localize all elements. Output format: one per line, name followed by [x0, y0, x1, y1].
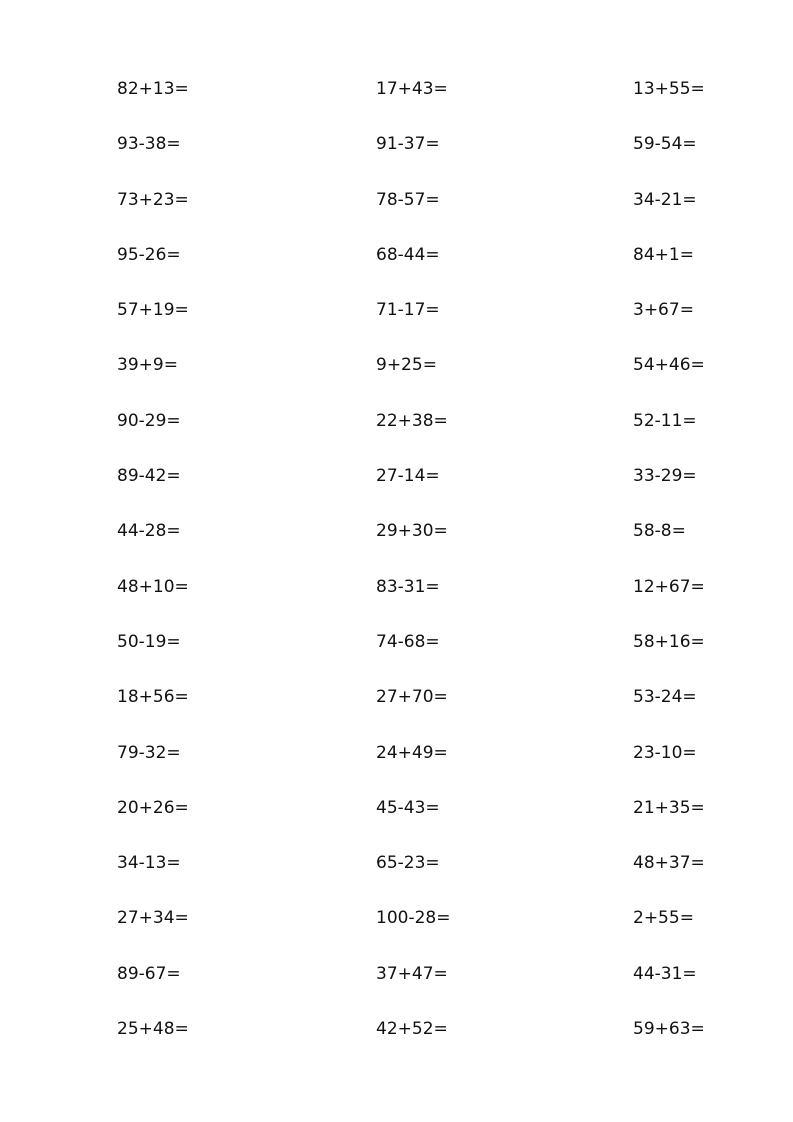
arithmetic-problem: 100-28=: [376, 908, 451, 929]
arithmetic-problem: 39+9=: [117, 355, 178, 376]
arithmetic-problem: 73+23=: [117, 189, 189, 210]
arithmetic-problem: 23-10=: [633, 742, 697, 763]
arithmetic-problem: 74-68=: [376, 631, 440, 652]
arithmetic-problem: 65-23=: [376, 853, 440, 874]
arithmetic-problem: 12+67=: [633, 576, 705, 597]
arithmetic-problem: 78-57=: [376, 189, 440, 210]
arithmetic-problem: 3+67=: [633, 300, 694, 321]
arithmetic-problem: 48+37=: [633, 853, 705, 874]
arithmetic-problem: 91-37=: [376, 134, 440, 155]
arithmetic-problem: 53-24=: [633, 687, 697, 708]
arithmetic-problem: 27+34=: [117, 908, 189, 929]
arithmetic-problem: 37+47=: [376, 963, 448, 984]
arithmetic-problem: 68-44=: [376, 244, 440, 265]
arithmetic-problem: 48+10=: [117, 576, 189, 597]
arithmetic-problem: 44-31=: [633, 963, 697, 984]
arithmetic-problem: 27-14=: [376, 466, 440, 487]
arithmetic-problem: 89-67=: [117, 963, 181, 984]
arithmetic-problem: 25+48=: [117, 1019, 189, 1040]
arithmetic-problem: 71-17=: [376, 300, 440, 321]
arithmetic-problem: 59+63=: [633, 1019, 705, 1040]
arithmetic-problem: 83-31=: [376, 576, 440, 597]
arithmetic-problem: 93-38=: [117, 134, 181, 155]
arithmetic-problem: 27+70=: [376, 687, 448, 708]
arithmetic-problem: 22+38=: [376, 410, 448, 431]
arithmetic-problem: 42+52=: [376, 1019, 448, 1040]
arithmetic-problem: 13+55=: [633, 79, 705, 99]
arithmetic-problem: 59-54=: [633, 134, 697, 155]
arithmetic-problem: 54+46=: [633, 355, 705, 376]
arithmetic-problem: 89-42=: [117, 466, 181, 487]
arithmetic-problem: 24+49=: [376, 742, 448, 763]
arithmetic-problem: 18+56=: [117, 687, 189, 708]
arithmetic-problem: 58+16=: [633, 631, 705, 652]
arithmetic-problem: 34-21=: [633, 189, 697, 210]
arithmetic-problem: 45-43=: [376, 797, 440, 818]
arithmetic-problem: 95-26=: [117, 244, 181, 265]
arithmetic-problem: 29+30=: [376, 521, 448, 542]
arithmetic-problem: 57+19=: [117, 300, 189, 321]
arithmetic-problem: 50-19=: [117, 631, 181, 652]
arithmetic-problem: 52-11=: [633, 410, 697, 431]
arithmetic-problem: 90-29=: [117, 410, 181, 431]
arithmetic-problem: 20+26=: [117, 797, 189, 818]
arithmetic-problem: 2+55=: [633, 908, 694, 929]
arithmetic-problem: 21+35=: [633, 797, 705, 818]
arithmetic-problem: 34-13=: [117, 853, 181, 874]
arithmetic-problem: 44-28=: [117, 521, 181, 542]
arithmetic-problem: 84+1=: [633, 244, 694, 265]
arithmetic-problem: 79-32=: [117, 742, 181, 763]
arithmetic-problem: 33-29=: [633, 466, 697, 487]
arithmetic-problem: 9+25=: [376, 355, 437, 376]
arithmetic-problem: 17+43=: [376, 79, 448, 99]
arithmetic-problem: 82+13=: [117, 79, 189, 99]
arithmetic-problem: 58-8=: [633, 521, 686, 542]
problem-grid: [117, 76, 737, 1071]
